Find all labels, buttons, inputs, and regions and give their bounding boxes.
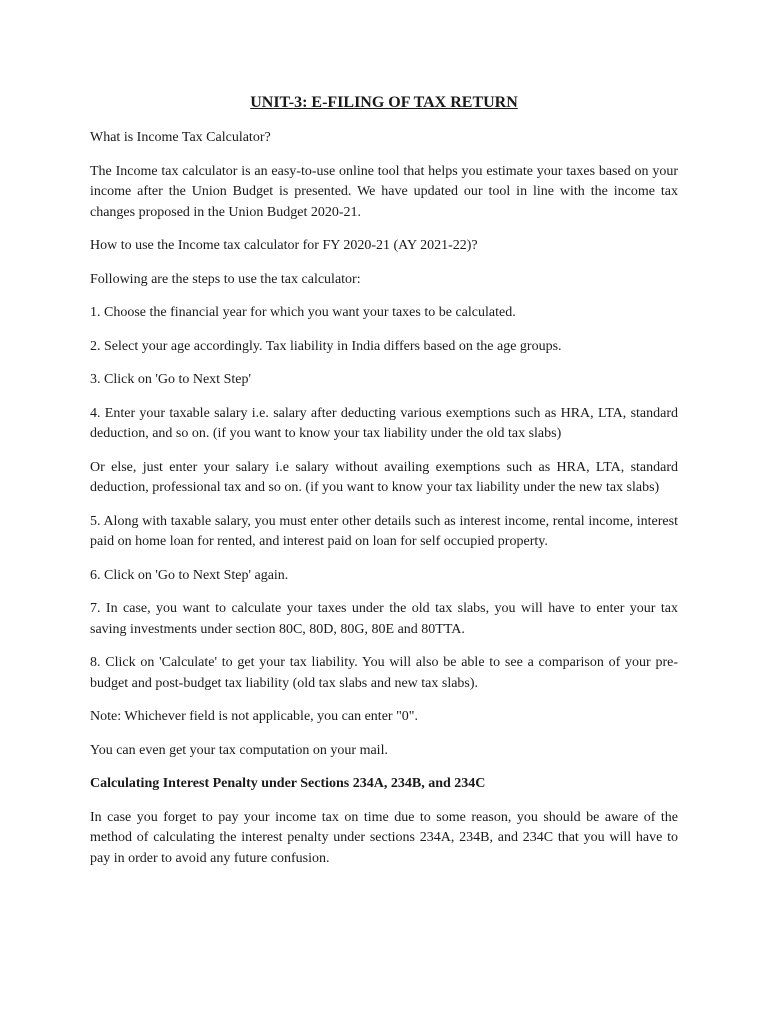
question-heading: What is Income Tax Calculator? (90, 130, 271, 145)
step-item: 1. Choose the financial year for which you want your taxes to be calculated. (90, 305, 516, 320)
document-page (90, 93, 678, 882)
penalty-paragraph: In case you forget to pay your income tax on time due to some reason, you should be aware of the method of calculating the interest penalty under sections 234A, 234B, and 234C that you will have to pay in order to avoid any future confusion. (90, 809, 678, 866)
step-alt-paragraph: Or else, just enter your salary i.e salary without availing exemptions such as HRA, LTA, standard deduction, professional tax and so on. (if you want to know your tax liability under the new tax slabs) (90, 459, 678, 495)
steps-intro: Following are the steps to use the tax calculator: (90, 271, 361, 287)
note-paragraph: Note: Whichever field is not applicable, you can enter "0". (90, 709, 419, 724)
step-item: 4. Enter your taxable salary i.e. salary after deducting various exemptions such as HRA, LTA, standard deduction, and so on. (if you want to know your tax liability under the old tax slabs) (90, 405, 678, 441)
document-title: UNIT-3: E-FILING OF TAX RETURN (250, 94, 518, 111)
step-item: 5. Along with taxable salary, you must enter other details such as interest income, rental income, interest paid on home loan for rented, and interest paid on loan for self occupied property. (90, 513, 678, 549)
step-item: 6. Click on 'Go to Next Step' again. (90, 567, 289, 583)
intro-paragraph: The Income tax calculator is an easy-to-use online tool that helps you estimate your taxes based on your income after the Union Budget is presented. We have updated our tool in line with the income tax changes proposed in the Union Budget 2020-21. (90, 163, 678, 220)
step-item: 8. Click on 'Calculate' to get your tax liability. You will also be able to see a comparison of your pre-budget and post-budget tax liability (old tax slabs and new tax slabs). (90, 655, 678, 691)
step-item: 3. Click on 'Go to Next Step' (90, 372, 251, 387)
step-item: 7. In case, you want to calculate your taxes under the old tax slabs, you will have to enter your tax saving investments under section 80C, 80D, 80G, 80E and 80TTA. (90, 601, 678, 637)
mail-paragraph: You can even get your tax computation on your mail. (90, 742, 388, 758)
section-heading: Calculating Interest Penalty under Sections 234A, 234B, and 234C (90, 776, 486, 791)
step-item: 2. Select your age accordingly. Tax liability in India differs based on the age groups. (90, 338, 562, 354)
question-heading: How to use the Income tax calculator for FY 2020-21 (AY 2021-22)? (90, 238, 478, 253)
